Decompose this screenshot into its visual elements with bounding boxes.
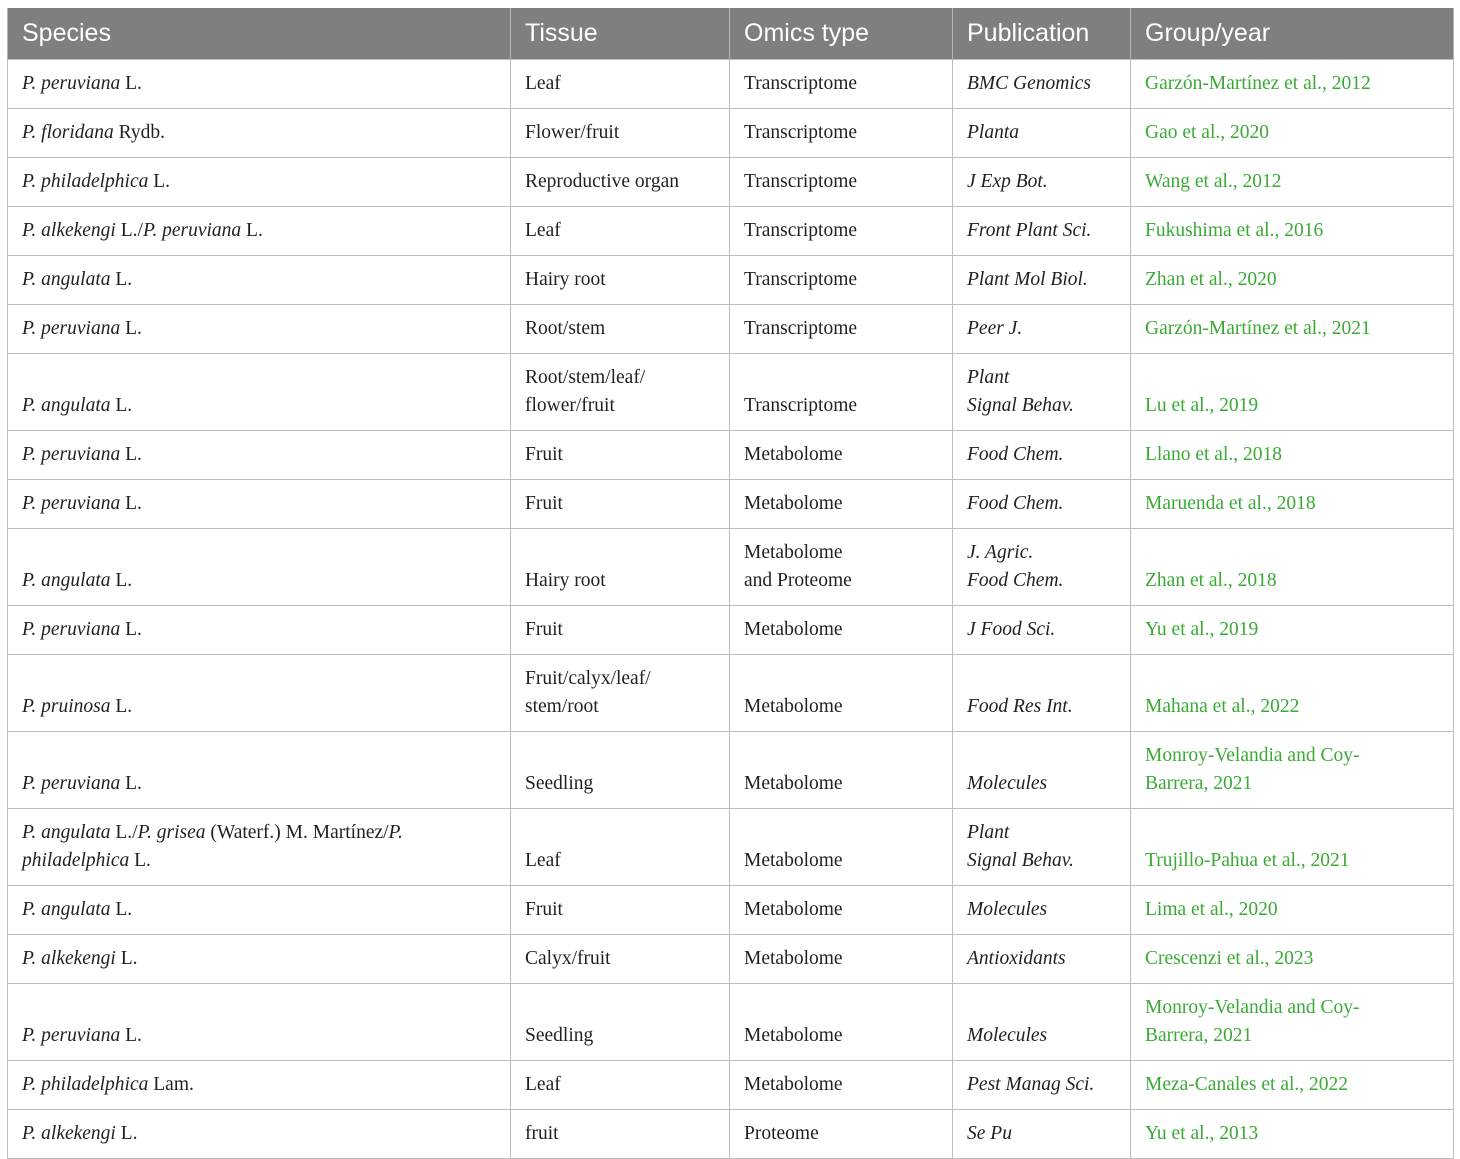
species-name-italic: P. peruviana [22,1025,121,1046]
cell-species [8,431,511,480]
cell-species [8,60,511,109]
cell-species [8,1110,511,1159]
cell-publication-line: BMC Genomics [967,73,1092,94]
cell-group-year-link[interactable] [1131,109,1454,158]
cell-publication-line: Pest Manag Sci. [967,1074,1095,1095]
species-authority: L. [120,73,142,94]
header-tissue: Tissue [511,8,730,60]
cell-omics-type-line: Transcriptome [744,395,858,416]
species-authority: L. [241,220,263,241]
cell-tissue [511,984,730,1061]
species-name-italic: P. angulata [22,570,111,591]
species-name-italic: P. peruviana [22,73,121,94]
cell-omics-type [730,60,953,109]
cell-tissue-line: Root/stem [525,318,606,339]
table-row [8,984,1454,1061]
cell-omics-type [730,480,953,529]
cell-publication-line: J Exp Bot. [967,171,1048,192]
cell-tissue [511,1061,730,1110]
cell-tissue [511,256,730,305]
cell-tissue-line: Hairy root [525,269,606,290]
cell-omics-type-line: Metabolome [744,542,843,563]
species-authority: L./ [115,220,143,241]
cell-species [8,109,511,158]
cell-omics-type [730,886,953,935]
species-authority: L. [120,493,142,514]
cell-species [8,886,511,935]
cell-group-year-link[interactable] [1131,935,1454,984]
cell-publication [953,158,1131,207]
cell-group-year-link-line[interactable]: Monroy-Velandia and Coy- [1145,745,1360,766]
cell-tissue-line: fruit [525,1123,559,1144]
species-name-italic: P. peruviana [142,220,242,241]
omics-studies-table-container [7,8,1453,1159]
table-row [8,655,1454,732]
table-row [8,431,1454,480]
species-name-italic: P. angulata [22,395,111,416]
cell-group-year-link[interactable] [1131,529,1454,606]
cell-group-year-link-line[interactable]: Mahana et al., 2022 [1145,696,1300,717]
cell-tissue-line: Leaf [525,850,561,871]
cell-group-year-link-line[interactable]: Barrera, 2021 [1145,1025,1253,1046]
cell-omics-type-line: Metabolome [744,444,843,465]
cell-publication [953,256,1131,305]
species-authority: L. [110,269,133,290]
cell-publication-line: Food Chem. [967,493,1064,514]
cell-group-year-link-line[interactable]: Fukushima et al., 2016 [1145,220,1324,241]
species-authority: L./ [110,822,138,843]
cell-publication-line: Peer J. [967,318,1023,339]
cell-omics-type [730,1061,953,1110]
cell-tissue [511,886,730,935]
cell-publication [953,935,1131,984]
cell-group-year-link[interactable] [1131,431,1454,480]
table-row [8,60,1454,109]
table-row [8,935,1454,984]
cell-group-year-link[interactable] [1131,207,1454,256]
species-authority: L. [110,696,133,717]
cell-tissue [511,60,730,109]
species-name-italic: P. philadelphica [22,171,149,192]
species-name-italic: P. peruviana [22,444,121,465]
table-body [8,60,1454,1159]
cell-group-year-link-line[interactable]: Gao et al., 2020 [1145,122,1270,143]
cell-species [8,158,511,207]
cell-species [8,256,511,305]
table-row [8,732,1454,809]
species-authority: Rydb. [113,122,165,143]
cell-group-year-link-line[interactable]: Zhan et al., 2018 [1145,570,1277,591]
cell-omics-type [730,984,953,1061]
cell-species [8,1061,511,1110]
table-row [8,809,1454,886]
species-name-italic: P. floridana [22,122,114,143]
cell-publication-line: Plant [967,822,1010,843]
cell-publication [953,1110,1131,1159]
cell-omics-type-line: and Proteome [744,570,852,591]
species-authority: L. [120,1025,142,1046]
cell-group-year-link[interactable] [1131,732,1454,809]
cell-group-year-link-line[interactable]: Maruenda et al., 2018 [1145,493,1316,514]
cell-tissue-line: Fruit/calyx/leaf/ [525,668,651,689]
cell-omics-type [730,354,953,431]
cell-publication [953,984,1131,1061]
table-row [8,886,1454,935]
table-row [8,1061,1454,1110]
cell-group-year-link[interactable] [1131,984,1454,1061]
cell-group-year-link-line[interactable]: Barrera, 2021 [1145,773,1253,794]
cell-group-year-link-line[interactable]: Garzón-Martínez et al., 2021 [1145,318,1371,339]
cell-publication [953,606,1131,655]
cell-omics-type [730,606,953,655]
cell-tissue-line: Fruit [525,444,563,465]
cell-species [8,529,511,606]
cell-omics-type [730,655,953,732]
cell-omics-type-line: Metabolome [744,493,843,514]
cell-group-year-link-line[interactable]: Wang et al., 2012 [1145,171,1282,192]
cell-publication-line: Se Pu [967,1123,1012,1144]
species-authority: L. [120,773,142,794]
cell-tissue-line: Seedling [525,1025,594,1046]
cell-tissue [511,305,730,354]
cell-publication-line: Food Chem. [967,570,1064,591]
cell-omics-type-line: Metabolome [744,696,843,717]
cell-publication-line: J. Agric. [967,542,1034,563]
header-species: Species [8,8,511,60]
table-row [8,354,1454,431]
cell-tissue-line: Fruit [525,619,563,640]
cell-publication-line: Food Chem. [967,444,1064,465]
cell-group-year-link-line[interactable]: Trujillo-Pahua et al., 2021 [1145,850,1350,871]
cell-publication-line: Plant [967,367,1010,388]
cell-publication [953,480,1131,529]
cell-group-year-link-line[interactable]: Llano et al., 2018 [1145,444,1283,465]
cell-publication [953,60,1131,109]
species-name-italic: P. angulata [22,899,111,920]
cell-omics-type-line: Transcriptome [744,122,858,143]
cell-omics-type-line: Metabolome [744,850,843,871]
cell-tissue-line: Root/stem/leaf/ [525,367,646,388]
cell-group-year-link[interactable] [1131,354,1454,431]
cell-publication-line: Food Res Int. [967,696,1073,717]
cell-publication [953,732,1131,809]
header-group-year: Group/year [1131,8,1454,60]
header-row [8,8,1454,60]
cell-publication [953,529,1131,606]
cell-publication-line: Signal Behav. [967,850,1074,871]
cell-species [8,480,511,529]
cell-species [8,732,511,809]
cell-publication-line: Signal Behav. [967,395,1074,416]
table-row [8,480,1454,529]
cell-omics-type-line: Transcriptome [744,318,858,339]
cell-tissue [511,158,730,207]
species-authority: L. [110,899,133,920]
cell-tissue-line: Fruit [525,493,563,514]
cell-publication-line: Front Plant Sci. [967,220,1092,241]
cell-tissue [511,1110,730,1159]
cell-tissue-line: Calyx/fruit [525,948,611,969]
cell-tissue-line: Seedling [525,773,594,794]
species-authority: L. [148,171,171,192]
cell-omics-type-line: Metabolome [744,1025,843,1046]
species-authority: L. [120,318,142,339]
cell-omics-type-line: Transcriptome [744,269,858,290]
species-name-italic: philadelphica [22,850,130,871]
cell-group-year-link-line[interactable]: Crescenzi et al., 2023 [1145,948,1314,969]
cell-omics-type-line: Metabolome [744,948,843,969]
cell-tissue [511,480,730,529]
cell-omics-type-line: Metabolome [744,1074,843,1095]
cell-group-year-link-line[interactable]: Lu et al., 2019 [1145,395,1259,416]
table-row [8,606,1454,655]
cell-publication-line: Molecules [967,899,1048,920]
species-name-italic: P. alkekengi [22,948,116,969]
cell-publication-line: Molecules [967,773,1048,794]
species-name-italic: P. grisea [137,822,206,843]
cell-omics-type [730,732,953,809]
cell-omics-type [730,207,953,256]
cell-omics-type-line: Metabolome [744,773,843,794]
cell-group-year-link[interactable] [1131,886,1454,935]
cell-group-year-link-line[interactable]: Yu et al., 2019 [1145,619,1259,640]
species-authority: L. [120,444,142,465]
cell-publication [953,305,1131,354]
cell-tissue-line: stem/root [525,696,599,717]
species-name-italic: P. alkekengi [22,220,116,241]
species-authority: L. [110,570,133,591]
cell-group-year-link-line[interactable]: Meza-Canales et al., 2022 [1145,1074,1349,1095]
table-row [8,305,1454,354]
cell-tissue [511,655,730,732]
species-name-italic: P. angulata [22,822,111,843]
cell-publication-line: Molecules [967,1025,1048,1046]
cell-tissue-line: flower/fruit [525,395,615,416]
table-row [8,1110,1454,1159]
cell-group-year-link[interactable] [1131,1110,1454,1159]
species-name-italic: P. angulata [22,269,111,290]
cell-publication [953,886,1131,935]
cell-species [8,935,511,984]
cell-omics-type [730,109,953,158]
cell-species [8,305,511,354]
cell-publication [953,431,1131,480]
cell-omics-type-line: Transcriptome [744,171,858,192]
species-name-italic: P. philadelphica [22,1074,149,1095]
cell-tissue [511,732,730,809]
cell-group-year-link[interactable] [1131,655,1454,732]
cell-tissue-line: Flower/fruit [525,122,620,143]
cell-tissue-line: Leaf [525,1074,561,1095]
species-authority: L. [129,850,151,871]
table-row [8,158,1454,207]
cell-omics-type [730,305,953,354]
cell-omics-type-line: Metabolome [744,619,843,640]
cell-group-year-link-line[interactable]: Garzón-Martínez et al., 2012 [1145,73,1371,94]
cell-publication [953,354,1131,431]
cell-omics-type-line: Transcriptome [744,220,858,241]
header-omics-type: Omics type [730,8,953,60]
cell-tissue [511,809,730,886]
species-authority: L. [110,395,133,416]
cell-omics-type-line: Metabolome [744,899,843,920]
cell-tissue [511,935,730,984]
cell-group-year-link[interactable] [1131,305,1454,354]
species-name-italic: P. alkekengi [22,1123,116,1144]
cell-tissue-line: Fruit [525,899,563,920]
omics-studies-table [7,8,1454,1159]
cell-group-year-link[interactable] [1131,158,1454,207]
species-authority: L. [115,948,138,969]
cell-group-year-link[interactable] [1131,256,1454,305]
cell-species [8,354,511,431]
cell-tissue [511,529,730,606]
species-authority: L. [115,1123,138,1144]
cell-group-year-link-line[interactable]: Monroy-Velandia and Coy- [1145,997,1360,1018]
cell-species [8,207,511,256]
table-row [8,256,1454,305]
table-header [8,8,1454,60]
cell-tissue [511,606,730,655]
table-row [8,109,1454,158]
cell-publication [953,109,1131,158]
species-name-italic: P. peruviana [22,619,121,640]
cell-tissue-line: Hairy root [525,570,606,591]
table-row [8,529,1454,606]
cell-tissue-line: Reproductive organ [525,171,679,192]
cell-publication [953,809,1131,886]
cell-group-year-link[interactable] [1131,1061,1454,1110]
cell-omics-type [730,431,953,480]
cell-omics-type [730,935,953,984]
cell-publication-line: Antioxidants [967,948,1066,969]
cell-publication-line: Planta [967,122,1019,143]
cell-omics-type [730,1110,953,1159]
cell-group-year-link[interactable] [1131,480,1454,529]
cell-group-year-link-line[interactable]: Lima et al., 2020 [1145,899,1278,920]
species-authority: L. [120,619,142,640]
cell-publication-line: Plant Mol Biol. [967,269,1088,290]
cell-species [8,984,511,1061]
cell-group-year-link-line[interactable]: Yu et al., 2013 [1145,1123,1259,1144]
header-publication: Publication [953,8,1131,60]
cell-tissue [511,207,730,256]
cell-group-year-link[interactable] [1131,809,1454,886]
cell-omics-type [730,809,953,886]
cell-omics-type [730,158,953,207]
cell-omics-type [730,529,953,606]
cell-tissue-line: Leaf [525,220,561,241]
cell-group-year-link[interactable] [1131,606,1454,655]
cell-group-year-link[interactable] [1131,60,1454,109]
cell-group-year-link-line[interactable]: Zhan et al., 2020 [1145,269,1277,290]
cell-omics-type [730,256,953,305]
cell-tissue [511,354,730,431]
species-authority: Lam. [148,1074,194,1095]
cell-tissue [511,109,730,158]
cell-tissue-line: Leaf [525,73,561,94]
species-name-italic: P. peruviana [22,318,121,339]
cell-species [8,809,511,886]
table-row [8,207,1454,256]
cell-species [8,606,511,655]
species-authority: (Waterf.) M. Martínez/ [205,822,389,843]
cell-publication-line: J Food Sci. [967,619,1056,640]
species-name-italic: P. peruviana [22,493,121,514]
cell-tissue [511,431,730,480]
species-name-italic: P. pruinosa [22,696,111,717]
cell-omics-type-line: Proteome [744,1123,819,1144]
cell-omics-type-line: Transcriptome [744,73,858,94]
cell-publication [953,655,1131,732]
species-name-italic: P. peruviana [22,773,121,794]
species-name-italic: P. [388,822,403,843]
cell-species [8,655,511,732]
cell-publication [953,207,1131,256]
cell-publication [953,1061,1131,1110]
